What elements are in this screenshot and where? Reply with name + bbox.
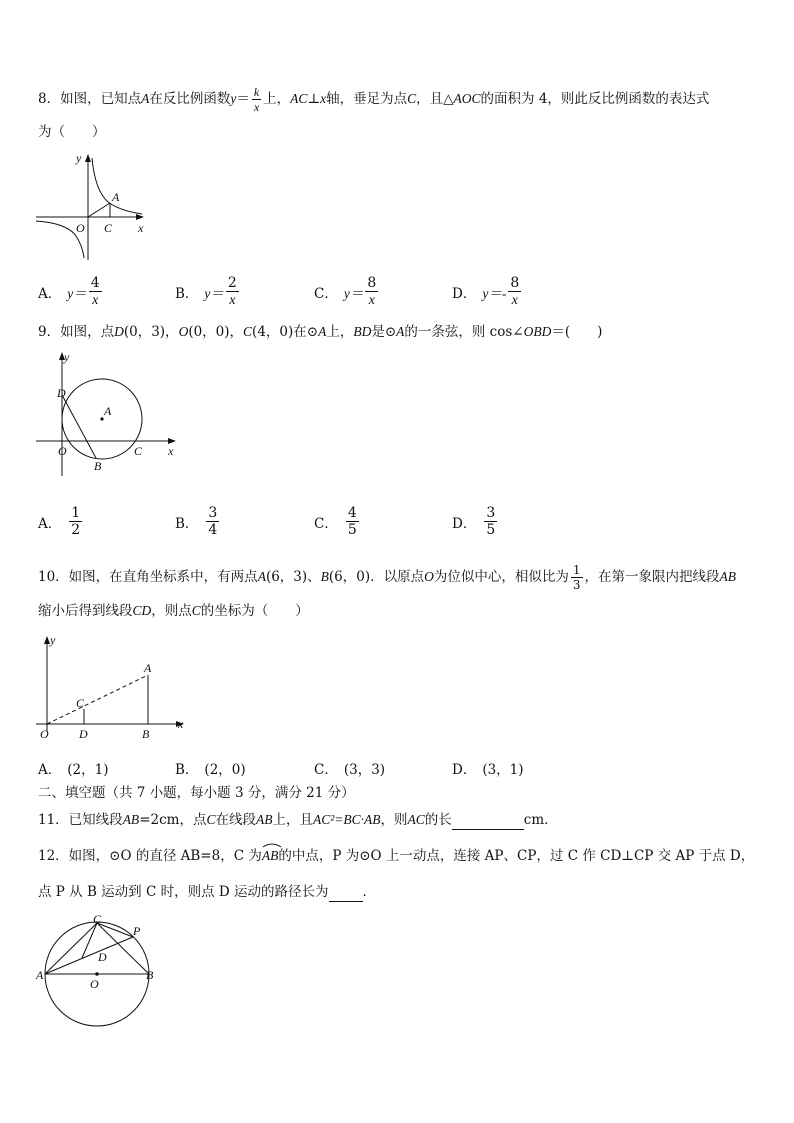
q10-point-c: C — [191, 603, 201, 618]
q10-fig-label-c: C — [76, 696, 85, 710]
q10-option-c-text: (3，3) — [343, 762, 386, 778]
q9-option-d-num: 3 — [486, 505, 496, 521]
q8-option-d-fraction — [508, 276, 521, 308]
q10-stem-line2 — [38, 601, 309, 621]
q8-fig-label-a: A — [112, 190, 120, 204]
q9-figure — [36, 348, 186, 478]
q9-option-c[interactable] — [314, 506, 361, 537]
q10-fig-label-x: x — [178, 717, 184, 731]
q9-point-a: A — [318, 324, 327, 339]
q8-option-c-fraction — [365, 276, 378, 308]
q12-text-line1: 12．如图，⊙O 的直径 AB=8，C 为 — [38, 848, 262, 864]
q10-fig-label-d: D — [79, 727, 88, 741]
q12-fig-label-d: D — [98, 950, 107, 964]
q12-stem-line2 — [38, 882, 376, 902]
q8-fraction-k-over-x — [252, 86, 261, 113]
q8-option-c-num: 8 — [367, 275, 377, 291]
q10-option-c-label: C． — [314, 762, 338, 778]
q11-text-d: 在线段 — [215, 812, 256, 828]
q9-c-coord: (4，0)在⊙ — [252, 324, 319, 340]
q10-figure — [36, 632, 196, 744]
q9-text-is: 是⊙ — [371, 324, 397, 340]
q10-fig-label-o: O — [40, 727, 49, 741]
q8-text-area: 的面积为 4，则此反比例函数的表达式 — [480, 91, 710, 107]
q10-text-quad: ，在第一象限内把线段 — [584, 569, 720, 585]
q9-fig-label-o: O — [58, 444, 67, 458]
q10-ratio-fraction — [571, 564, 583, 591]
q10-seg-ab: AB — [719, 569, 737, 584]
q10-seg-cd: CD — [132, 603, 152, 618]
q9-option-c-label: C． — [314, 515, 338, 532]
q11-answer-blank[interactable] — [452, 815, 524, 830]
q9-text-chord: 的一条弦，则 cos∠ — [404, 324, 524, 340]
q9-fig-label-b: B — [94, 459, 102, 473]
q12-fig-label-a: A — [36, 968, 44, 982]
q9-option-a[interactable] — [38, 506, 84, 537]
q9-option-d-fraction — [484, 506, 497, 537]
q8-option-b-fraction — [226, 276, 239, 308]
q10-stem-line1 — [38, 564, 736, 591]
q11-seg-ab: AB — [122, 812, 140, 827]
q10-point-b: B — [320, 569, 329, 584]
q10-text-a: 10．如图，在直角坐标系中，有两点 — [38, 569, 258, 585]
q11-seg-ab2: AB — [255, 812, 273, 827]
q8-option-a-label: A． — [38, 286, 62, 302]
q10-option-d-label: D． — [452, 762, 477, 778]
q8-option-c-label: C． — [314, 286, 338, 302]
q9-option-a-num: 1 — [71, 505, 81, 521]
q9-option-c-den: 5 — [347, 522, 357, 538]
q9-text-on: 上， — [326, 324, 354, 340]
q10-fig-label-a: A — [144, 661, 152, 675]
q8-option-a-den: x — [92, 293, 99, 308]
q9-point-d: D — [114, 324, 124, 339]
q10-text-line2b: ，则点 — [151, 603, 192, 619]
q10-text-line2a: 缩小后得到线段 — [38, 603, 133, 619]
q8-option-d-num: 8 — [510, 275, 520, 291]
q8-eq: ＝ — [236, 91, 250, 107]
q9-option-b-den: 4 — [208, 522, 218, 538]
q8-option-a-pre: y＝ — [67, 286, 87, 301]
q11-seg-ac: AC — [407, 812, 425, 827]
q9-option-a-den: 2 — [71, 522, 81, 538]
q12-stem-line1 — [38, 846, 754, 866]
q9-option-a-fraction — [69, 506, 82, 537]
q8-option-d-pre: y＝- — [482, 286, 507, 301]
q11-point-c: C — [206, 812, 216, 827]
q8-option-a[interactable] — [38, 276, 104, 308]
q12-fig-label-c: C — [93, 912, 102, 926]
q8-stem-line1 — [38, 86, 709, 113]
q8-xaxis: x — [320, 91, 327, 106]
q10-option-d[interactable] — [452, 758, 524, 778]
q12-arc-label: AB — [261, 848, 279, 863]
q12-fig-label-p: P — [133, 924, 141, 938]
q8-fig-label-c: C — [104, 221, 113, 235]
q9-point-a2: A — [396, 324, 405, 339]
q10-option-b[interactable] — [175, 758, 246, 778]
q9-fig-label-x: x — [168, 444, 174, 458]
q8-option-d-label: D． — [452, 286, 477, 302]
q8-option-b-den: x — [229, 293, 236, 308]
q9-option-a-label: A． — [38, 515, 62, 532]
q9-seg-bd: BD — [353, 324, 372, 339]
q12-arc-ab — [262, 846, 279, 866]
q10-point-o: O — [424, 569, 434, 584]
q12-fig-label-b: B — [146, 968, 154, 982]
q9-fig-label-a: A — [104, 404, 112, 418]
q11-stem — [38, 810, 558, 830]
q9-d-coord: (0，3)， — [123, 324, 179, 340]
q8-text-foot: 轴，垂足为点 — [326, 91, 408, 107]
q12-figure — [36, 912, 166, 1025]
q9-point-c: C — [243, 324, 253, 339]
q10-text-center: 为位似中心，相似比为 — [433, 569, 569, 585]
q9-text-a: 9．如图，点 — [38, 324, 115, 340]
q8-option-d[interactable] — [452, 276, 523, 308]
q9-option-c-fraction — [346, 506, 359, 537]
q10-ratio-den: 3 — [572, 578, 581, 592]
q10-option-d-text: (3，1) — [482, 762, 524, 778]
q9-fig-label-y: y — [64, 350, 70, 364]
q9-fig-label-d: D — [57, 386, 66, 400]
q10-text-line2c: 的坐标为（ ） — [200, 603, 309, 619]
q10-a-coord: (6，3)、 — [265, 569, 321, 585]
q8-frac-k: k — [253, 85, 260, 99]
q10-b-coord: (6，0)．以原点 — [328, 569, 425, 585]
q11-text-e: 上，且 — [272, 812, 313, 828]
q10-option-b-label: B． — [175, 762, 199, 778]
q10-option-a[interactable] — [38, 758, 108, 778]
q8-fig-label-o: O — [76, 221, 85, 235]
q8-option-c[interactable] — [314, 276, 380, 308]
q8-option-b[interactable] — [175, 276, 241, 308]
q9-angle-obd: OBD — [523, 324, 552, 339]
q9-point-o: O — [178, 324, 189, 339]
q8-option-a-fraction — [89, 276, 102, 308]
q9-option-b-num: 3 — [208, 505, 218, 521]
q8-text-num: 8．如图，已知点 — [38, 91, 142, 107]
q8-perp: ⊥ — [307, 91, 321, 107]
q10-ratio-num: 1 — [572, 563, 581, 577]
q11-text-a: 11．已知线段 — [38, 812, 123, 828]
q8-option-b-num: 2 — [227, 275, 237, 291]
q8-option-c-pre: y＝ — [343, 286, 364, 301]
q12-text-line1b: 的中点，P 为⊙O 上一动点，连接 AP、CP，过 C 作 CD⊥CP 交 AP 于点 D， — [278, 848, 755, 864]
q10-option-a-text: (2，1) — [67, 762, 109, 778]
q10-option-c[interactable] — [314, 758, 385, 778]
q11-text-unit: cm． — [523, 812, 558, 828]
q10-option-b-text: (2，0) — [204, 762, 246, 778]
q8-option-c-den: x — [368, 293, 375, 308]
q8-stem-line2: 为（ ） — [38, 124, 106, 140]
q8-option-b-label: B． — [175, 286, 199, 302]
q10-fig-label-b: B — [142, 727, 150, 741]
q9-fig-label-c: C — [134, 444, 143, 458]
q8-text-up: 上， — [263, 91, 291, 107]
q12-text-end: ． — [362, 884, 376, 900]
q8-seg-ac: AC — [290, 91, 308, 106]
q9-option-d[interactable] — [452, 506, 499, 537]
q9-option-c-num: 4 — [347, 505, 357, 521]
q8-fig-label-x: x — [138, 221, 144, 235]
q9-text-end: ＝( ) — [551, 324, 603, 340]
q12-text-line2: 点 P 从 B 运动到 C 时，则点 D 运动的路径长为 — [38, 884, 329, 900]
q8-var-y: y — [230, 91, 237, 106]
q11-text-g: 的长 — [424, 812, 452, 828]
q11-text-f: ，则 — [380, 812, 408, 828]
q11-expr: AC²=BC·AB — [312, 812, 381, 827]
q9-option-b-fraction — [206, 506, 219, 537]
q8-point-a: A — [141, 91, 150, 106]
q9-option-b-label: B． — [175, 515, 199, 532]
q10-fig-label-y: y — [50, 633, 56, 647]
q8-fig-label-y: y — [76, 151, 82, 165]
q9-stem — [38, 322, 602, 342]
q12-answer-blank[interactable] — [329, 887, 363, 902]
q8-tri-aoc: AOC — [453, 91, 481, 106]
q8-option-a-num: 4 — [90, 275, 100, 291]
q9-option-d-label: D． — [452, 515, 477, 532]
q9-option-d-den: 5 — [486, 522, 496, 538]
q9-option-b[interactable] — [175, 506, 221, 537]
q8-text-on: 在反比例函数 — [149, 91, 231, 107]
q8-figure — [36, 150, 156, 260]
q10-option-a-label: A． — [38, 762, 62, 778]
q8-frac-x: x — [253, 100, 260, 114]
q9-o-coord: (0，0)， — [188, 324, 244, 340]
q11-text-b: =2cm，点 — [139, 812, 207, 828]
q8-option-b-pre: y＝ — [204, 286, 224, 301]
section-heading-fill-in: 二、填空题（共 7 小题，每小题 3 分，满分 21 分） — [38, 785, 355, 801]
q8-point-c: C — [407, 91, 417, 106]
q12-arc-mark — [262, 842, 282, 848]
q8-text-tri: ，且△ — [416, 91, 454, 107]
q10-point-a: A — [257, 569, 266, 584]
q8-option-d-den: x — [511, 293, 518, 308]
q12-fig-label-o: O — [90, 977, 99, 991]
